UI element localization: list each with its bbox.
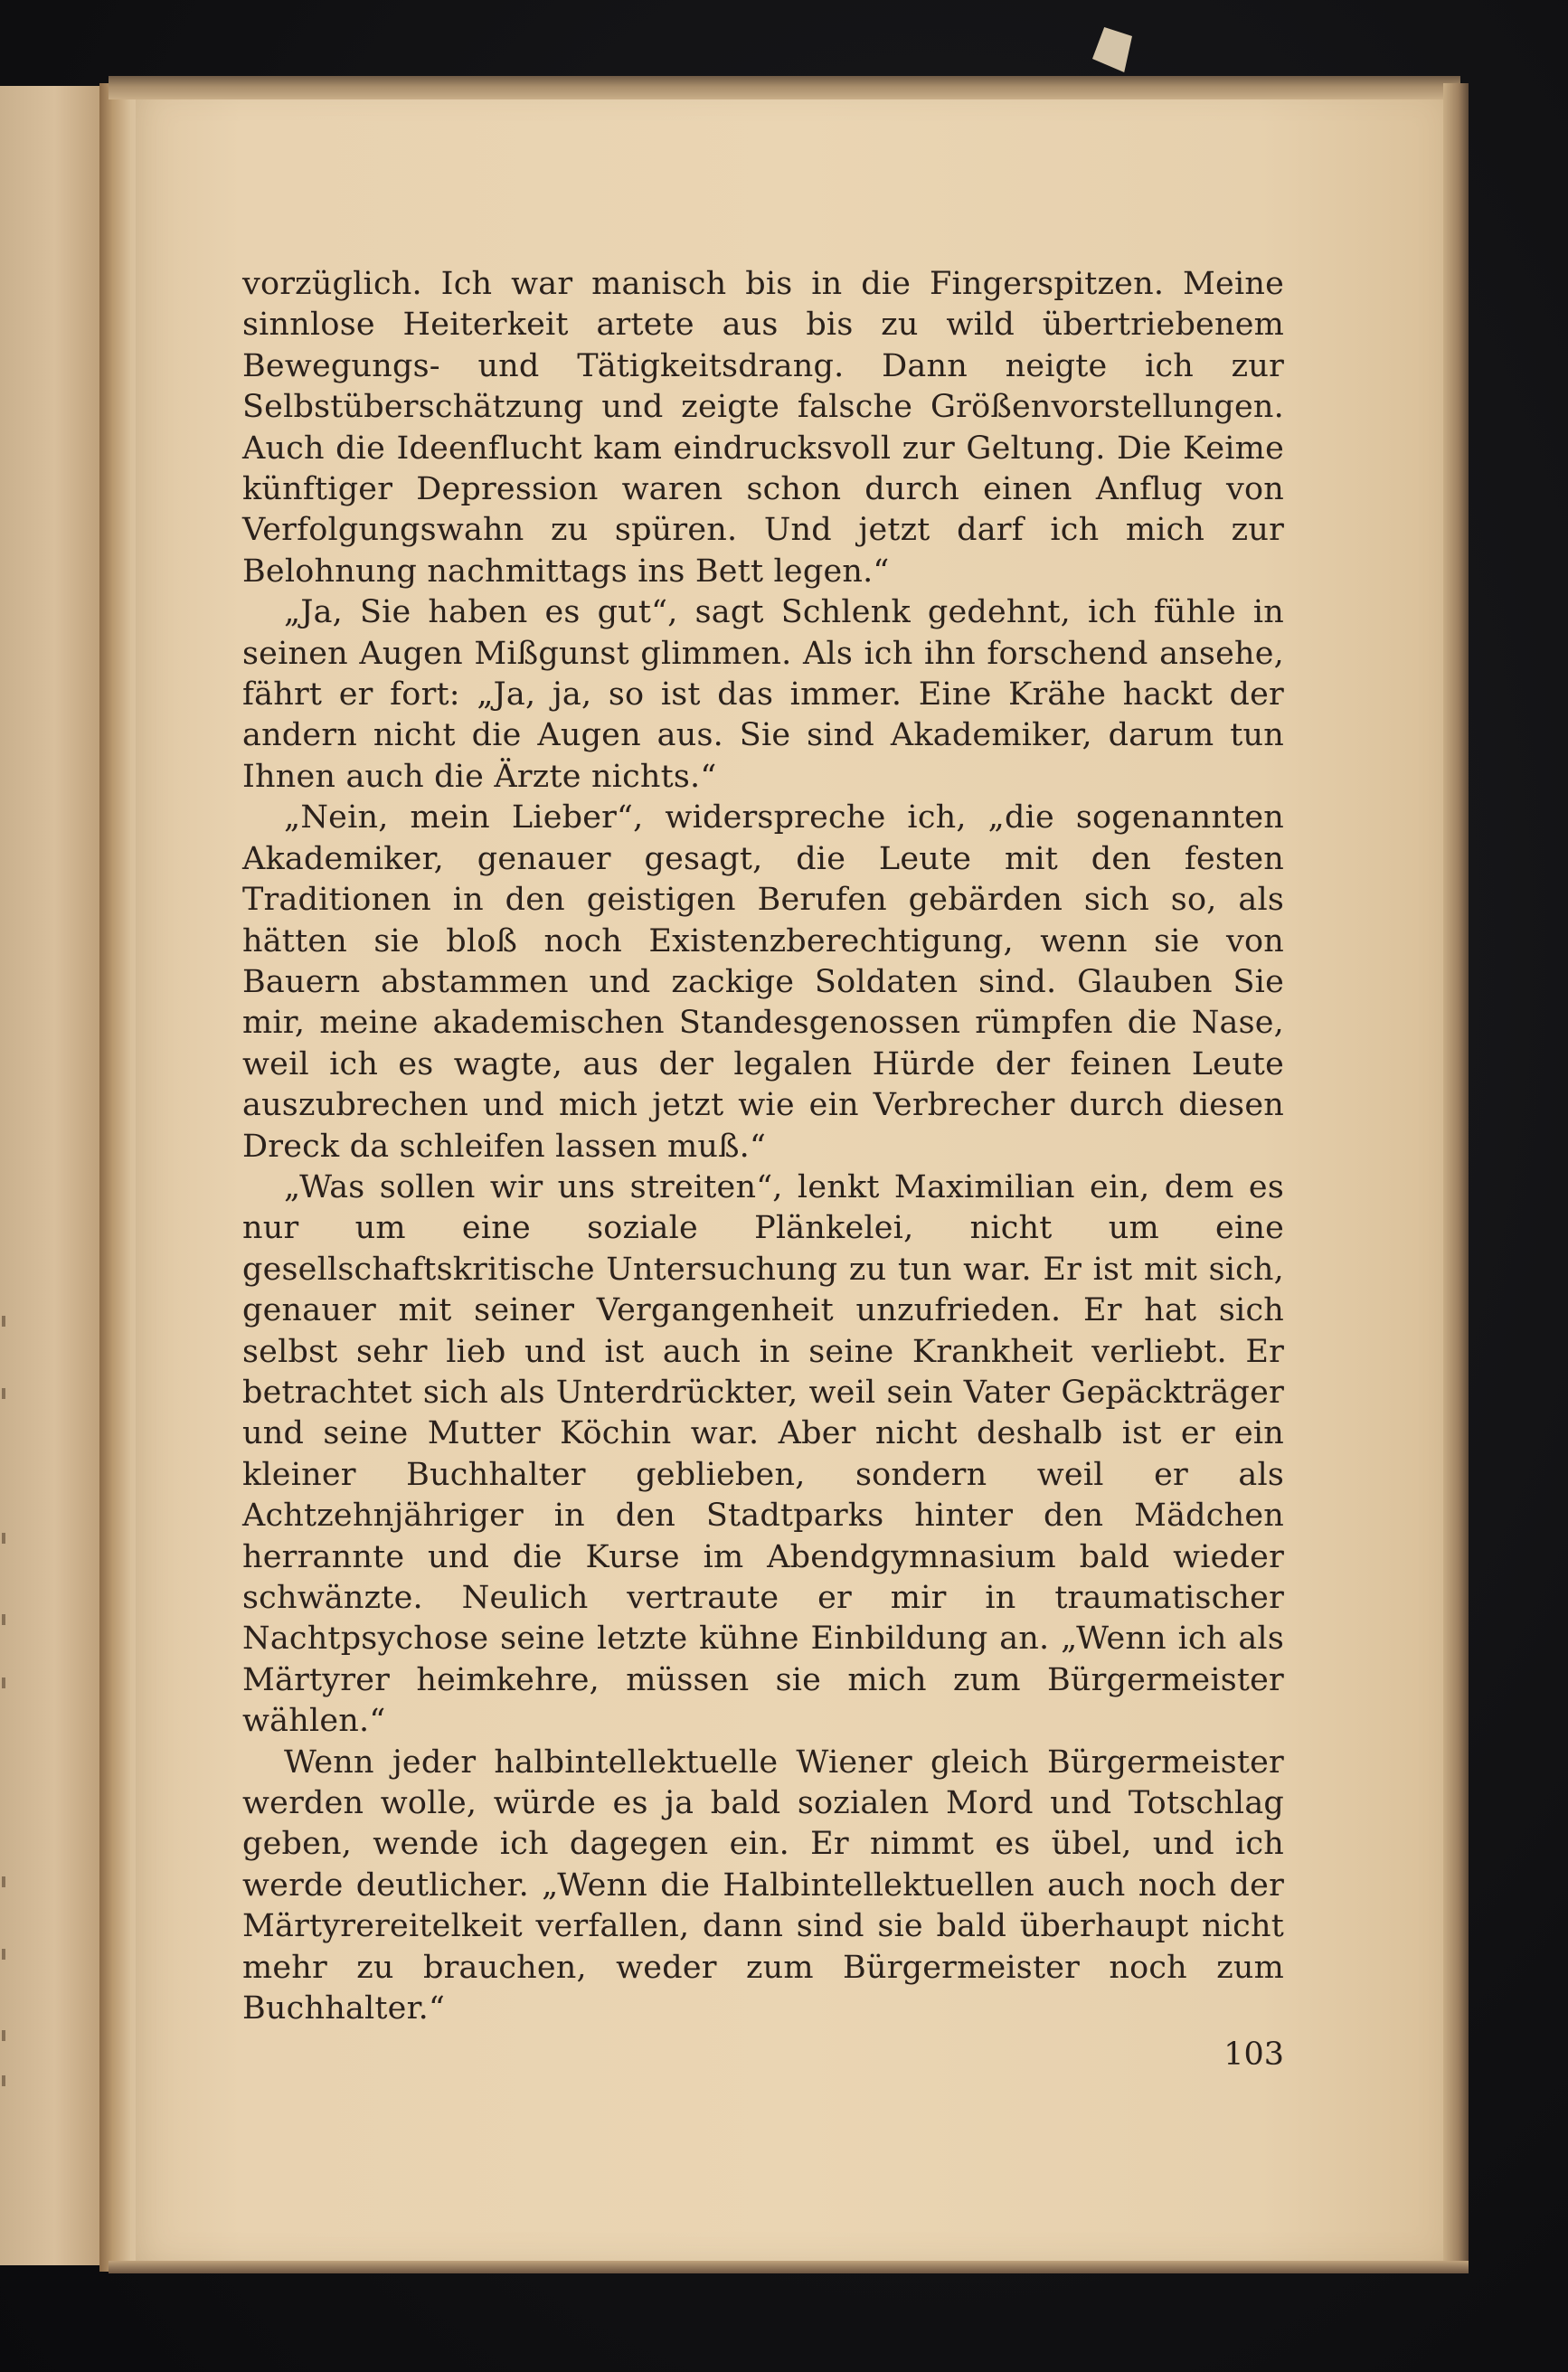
page-right-edge	[1443, 83, 1469, 2270]
margin-mark	[2, 1876, 5, 1887]
margin-mark	[2, 2030, 5, 2041]
margin-mark	[2, 1949, 5, 1960]
paragraph-4: „Was sollen wir uns streiten“, lenkt Maximilian ein, dem es nur um eine soziale Plänkelei, nicht um eine gesellschaftskritische Untersuchung zu tun war. Er ist mit sich, genauer mit seiner Vergangenheit unzufrieden. Er hat sich selbst sehr lieb und ist auch in seine Krankheit verliebt. Er betrachtet sich als Unterdrückter, weil sein Vater Gepäckträger und seine Mutter Köchin war. Aber nicht deshalb ist er ein kleiner Buchhalter geblieben, sondern weil er als Achtzehnjähriger in den Stadtparks hinter den Mädchen herrannte und die Kurse im Abendgymnasium bald wieder schwänzte. Neulich vertraute er mir in traumatischer Nachtpsychose seine letzte kühne Einbildung an. „Wenn ich als Märtyrer heimkehre, müssen sie mich zum Bürgermeister wählen.“	[242, 1168, 1284, 1740]
paragraph-5: Wenn jeder halbintellektuelle Wiener gleich Bürgermeister werden wolle, würde es ja bald sozialen Mord und Totschlag geben, wende ich dagegen ein. Er nimmt es übel, und ich werde deutlicher. „Wenn die Halbintellektuellen auch noch der Märtyrereitelkeit verfallen, dann sind sie bald überhaupt nicht mehr zu brauchen, weder zum Bürgermeister noch zum Buchhalter.“	[242, 1744, 1284, 2027]
paragraph-1: vorzüglich. Ich war manisch bis in die Fingerspitzen. Meine sinnlose Heiterkeit artete aus bis zu wild übertriebenem Bewegungs- und Tätigkeitsdrang. Dann neigte ich zur Selbstüberschätzung und zeigte falsche Größenvorstellungen. Auch die Ideenflucht kam eindrucksvoll zur Geltung. Die Keime künftiger Depression waren schon durch einen Anflug von Verfolgungswahn zu spüren. Und jetzt darf ich mich zur Belohnung nachmittags ins Bett legen.“	[242, 266, 1284, 590]
margin-mark	[2, 1614, 5, 1625]
margin-mark	[2, 2075, 5, 2086]
paragraph-2: „Ja, Sie haben es gut“, sagt Schlenk gedehnt, ich fühle in seinen Augen Mißgunst glimmen. Als ich ihn forschend ansehe, fährt er fort: „Ja, ja, so ist das immer. Eine Krähe hackt der andern nicht die Augen aus. Sie sind Akademiker, darum tun Ihnen auch die Ärzte nichts.“	[242, 594, 1284, 795]
paragraph-3: „Nein, mein Lieber“, widerspreche ich, „die sogenannten Akademiker, genauer gesagt, die Leute mit den festen Traditionen in den geistigen Berufen gebärden sich so, als hätten sie bloß noch Existenzberechtigung, wenn sie von Bauern abstammen und zackige Soldaten sind. Glauben Sie mir, meine akademischen Standesgenossen rümpfen die Nase, weil ich es wagte, aus der legalen Hürde der feinen Leute auszubrechen und mich jetzt wie ein Verbrecher durch diesen Dreck da schleifen lassen muß.“	[242, 799, 1284, 1165]
margin-mark	[2, 1316, 5, 1327]
margin-mark	[2, 1533, 5, 1544]
margin-mark	[2, 1677, 5, 1688]
page-bottom-edge	[109, 2261, 1469, 2273]
page-top-edge	[109, 76, 1460, 99]
facing-page-edge	[0, 86, 101, 2265]
page-number: 103	[1223, 2037, 1284, 2073]
margin-mark	[2, 1388, 5, 1399]
body-text	[242, 264, 1284, 2029]
